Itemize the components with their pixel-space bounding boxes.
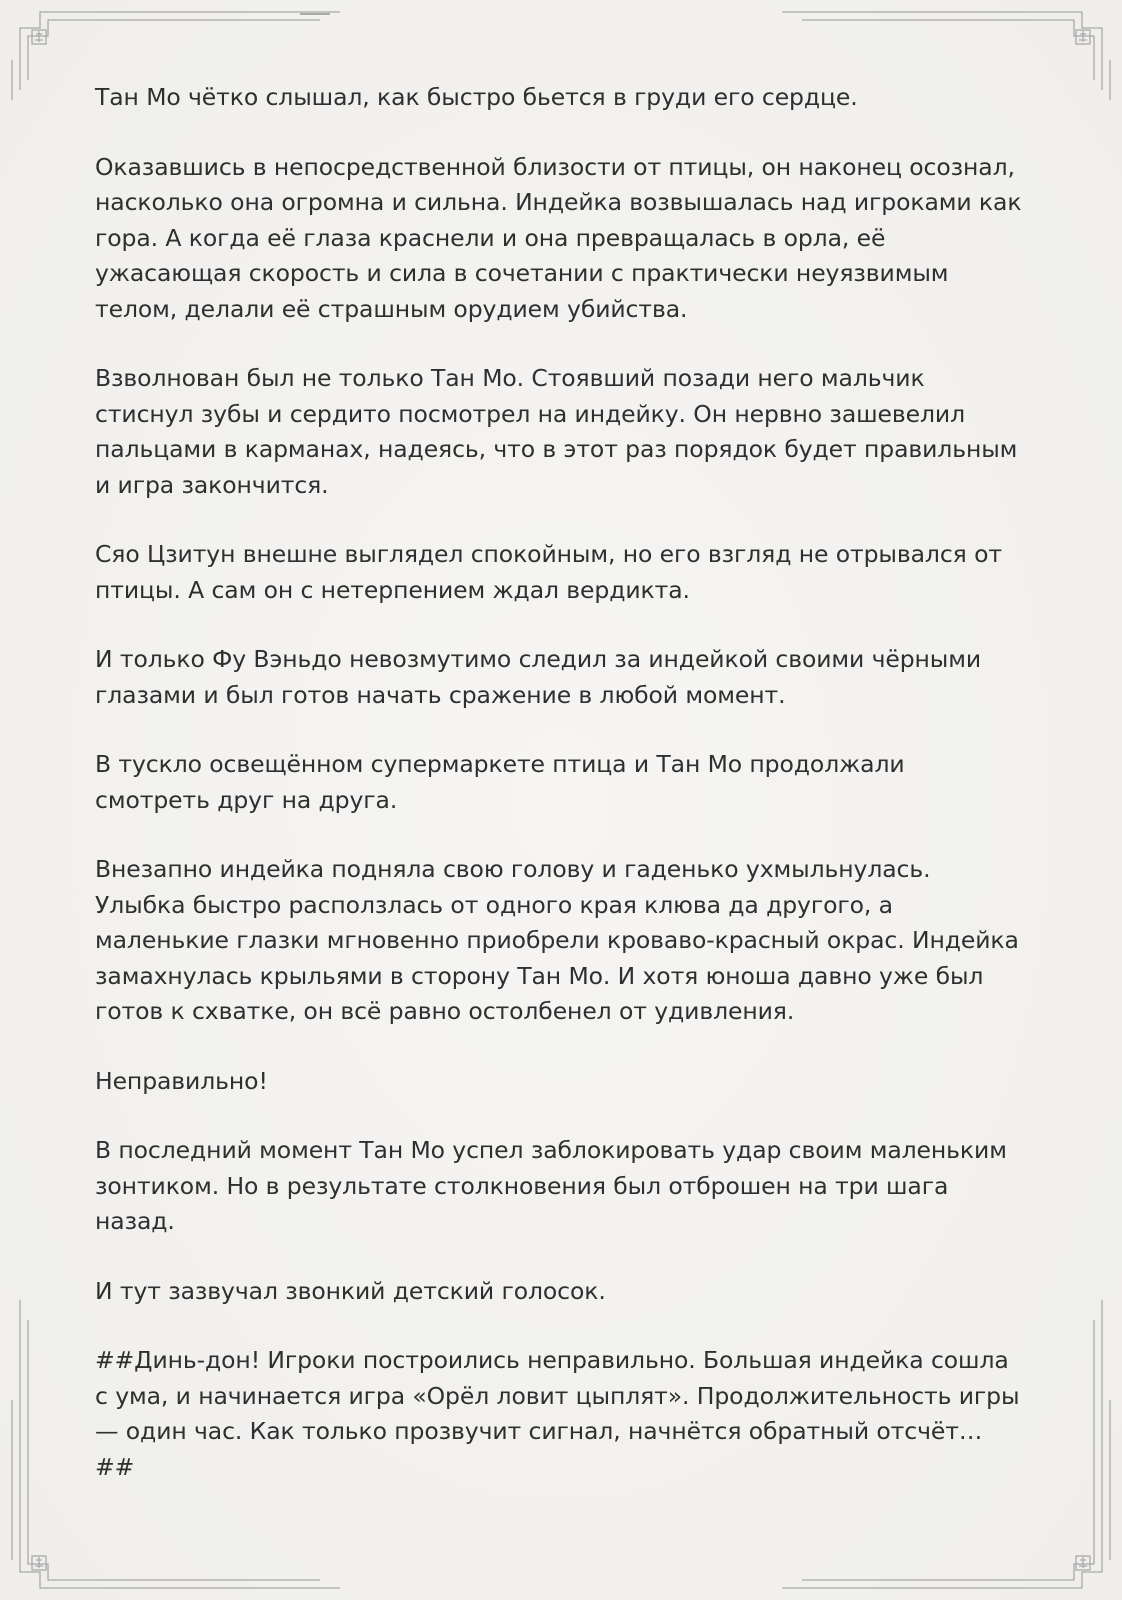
- text-body: [95, 80, 1025, 1519]
- paragraph: Взволнован был не только Тан Мо. Стоявший позади него мальчик стиснул зубы и сердито посмотрел на индейку. Он нервно зашевелил пальцами в карманах, надеясь, что в этот раз порядок будет правильным и игра закончится.: [95, 364, 1018, 499]
- paragraph: ##Динь-дон! Игроки построились неправильно. Большая индейка сошла с ума, и начинается игра «Орёл ловит цыплят». Продолжительность игры — один час. Как только прозвучит сигнал, начнётся обратный отсчёт… ##: [95, 1346, 1020, 1481]
- paragraph: Неправильно!: [95, 1066, 268, 1095]
- paragraph: Тан Мо чётко слышал, как быстро бьется в груди его сердце.: [95, 83, 858, 111]
- paragraph: Сяо Цзитун внешне выглядел спокойным, но его взгляд не отрывался от птицы. А сам он с нетерпением ждал вердикта.: [95, 540, 1002, 604]
- paragraph: И тут зазвучал звонкий детский голосок.: [95, 1276, 606, 1305]
- paragraph: Оказавшись в непосредственной близости от птицы, он наконец осознал, насколько она огромна и сильна. Индейка возвышалась над игроками как гора. А когда её глаза краснели и она превращалась в орла, её ужасающая скорость и сила в сочетании с практически неуязвимым телом, делали её страшным орудием убийства.: [95, 152, 1022, 323]
- paragraph: И только Фу Вэньдо невозмутимо следил за индейкой своими чёрными глазами и был готов начать сражение в любой момент.: [95, 645, 982, 709]
- paragraph: В последний момент Тан Мо успел заблокировать удар своим маленьким зонтиком. Но в результате столкновения был отброшен на три шага назад.: [95, 1136, 1007, 1235]
- paragraph: Внезапно индейка подняла свою голову и гаденько ухмыльнулась. Улыбка быстро расползлась от одного края клюва да другого, а маленькие глазки мгновенно приобрели кроваво-красный окрас. Индейка замахнулась крыльями в сторону Тан Мо. И хотя юноша давно уже был готов к схватке, он всё равно остолбенел от удивления.: [95, 855, 1019, 1025]
- paragraph: В тускло освещённом супермаркете птица и Тан Мо продолжали смотреть друг на друга.: [95, 750, 905, 814]
